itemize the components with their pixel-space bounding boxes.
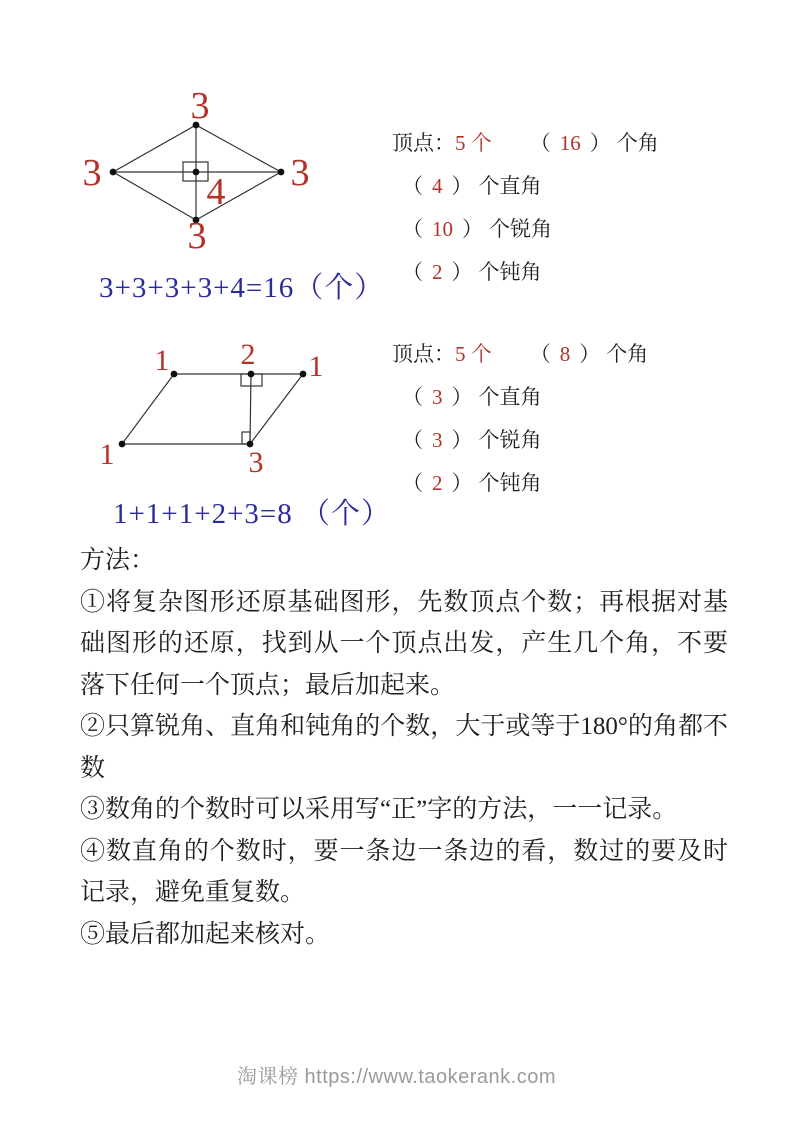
obtuse-angle-count: 2 <box>432 471 443 495</box>
label-right: 3 <box>290 152 310 194</box>
paren-open: （ <box>402 174 423 198</box>
edge-right <box>250 374 303 444</box>
center-dot <box>193 169 200 176</box>
vertex-dot-left <box>110 169 117 176</box>
angle-suffix: 个直角 <box>478 385 542 409</box>
paren-close: ） <box>451 174 473 198</box>
vertex-label: 顶点： <box>392 131 455 155</box>
total-angle-count: 8 <box>559 342 571 366</box>
paren-close: ） <box>451 385 473 409</box>
paren-open: （ <box>402 217 423 241</box>
vertex-answer-line <box>392 122 732 165</box>
figure2-formula: 1+1+1+2+3=8 （个） <box>113 498 392 530</box>
angle-suffix: 个直角 <box>478 174 542 198</box>
paren-open: （ <box>402 428 423 452</box>
vertex-dot-right <box>278 169 285 176</box>
method-item-4: ④数直角的个数时，要一条边一条边的看，数过的要及时记录，避免重复数。 <box>80 837 728 906</box>
paren-open: （ <box>529 131 551 155</box>
method-item-2: ②只算锐角、直角和钝角的个数，大于或等于180°的角都不数 <box>80 713 728 782</box>
label-bottom-mid: 3 <box>248 446 264 479</box>
right-angle-answer-line <box>392 376 732 419</box>
vertex-count: 5 个 <box>455 131 492 155</box>
paren-close: ） <box>451 428 473 452</box>
vertex-dot-top-left <box>171 371 178 378</box>
vertex-dot-bottom-left <box>119 441 126 448</box>
angle-suffix: 个钝角 <box>478 260 542 284</box>
angle-suffix: 个角 <box>616 131 659 155</box>
paren-open: （ <box>402 471 423 495</box>
angle-suffix: 个角 <box>606 342 649 366</box>
paren-close: ） <box>589 131 611 155</box>
parallelogram-figure <box>95 342 337 480</box>
obtuse-angle-count: 2 <box>432 260 443 284</box>
paren-close: ） <box>451 471 473 495</box>
parallelogram-lines <box>122 374 303 444</box>
method-section <box>80 540 728 955</box>
right-angle-count: 4 <box>432 174 443 198</box>
altitude-foot-dot <box>248 371 255 378</box>
vertex-answer-line <box>392 333 732 376</box>
paren-open: （ <box>402 260 423 284</box>
method-item-5: ⑤最后都加起来核对。 <box>80 920 331 948</box>
label-center: 4 <box>206 171 226 213</box>
acute-angle-answer-line <box>392 208 732 251</box>
paren-close: ） <box>451 260 473 284</box>
angle-suffix: 个锐角 <box>489 217 552 241</box>
right-angle-count: 3 <box>432 385 443 409</box>
angle-suffix: 个锐角 <box>478 428 542 452</box>
answer-panel-1 <box>392 122 732 294</box>
label-top-right: 1 <box>308 350 324 383</box>
vertex-count: 5 个 <box>455 342 492 366</box>
label-top-mid: 2 <box>240 342 256 371</box>
method-item-3: ③数角的个数时可以采用写“正”字的方法，一一记录。 <box>80 796 678 823</box>
label-top: 3 <box>190 88 210 127</box>
method-item-1: ①将复杂图形还原基础图形，先数顶点个数；再根据对基础图形的还原，找到从一个顶点出发，产生几个角，不要落下任何一个顶点；最后加起来。 <box>80 588 728 699</box>
acute-angle-count: 10 <box>432 217 453 241</box>
angle-count-labels <box>100 342 324 479</box>
right-angle-answer-line <box>392 165 732 208</box>
total-angle-count: 16 <box>559 131 581 155</box>
method-title: 方法： <box>80 547 156 574</box>
acute-angle-answer-line <box>392 419 732 462</box>
vertex-dots <box>119 371 307 448</box>
paren-open: （ <box>402 385 423 409</box>
label-bottom: 3 <box>187 215 207 257</box>
paren-open: （ <box>529 342 551 366</box>
vertex-label: 顶点： <box>392 342 455 366</box>
obtuse-angle-answer-line <box>392 462 732 505</box>
edge-top-right <box>196 125 281 172</box>
footer-site-credit: 淘课榜 https://www.taokerank.com <box>236 1066 557 1088</box>
angle-suffix: 个钝角 <box>478 471 542 495</box>
acute-angle-count: 3 <box>432 428 443 452</box>
figure1-formula: 3+3+3+3+4=16（个） <box>99 272 385 304</box>
label-bottom-left: 1 <box>99 438 115 471</box>
vertex-dot-top-right <box>300 371 307 378</box>
label-top-left: 1 <box>154 344 170 377</box>
edge-left <box>122 374 174 444</box>
answer-panel-2 <box>392 333 732 505</box>
rhombus-figure <box>78 88 322 260</box>
label-left: 3 <box>82 152 102 194</box>
paren-close: ） <box>579 342 601 366</box>
paren-close: ） <box>462 217 483 241</box>
obtuse-angle-answer-line <box>392 251 732 294</box>
